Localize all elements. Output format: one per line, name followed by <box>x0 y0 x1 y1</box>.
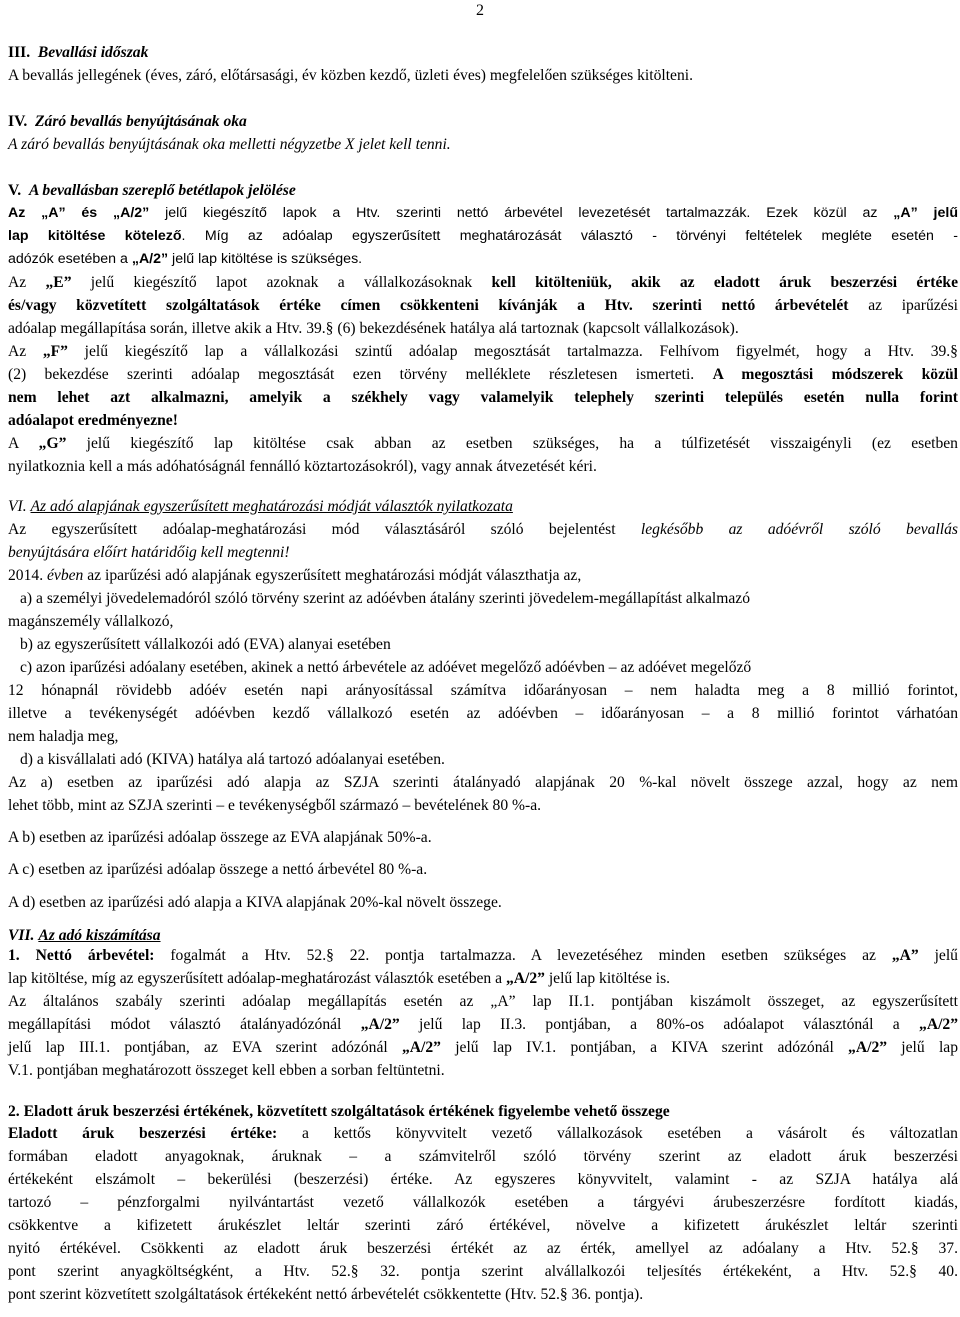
section-5-line-8: (2) bekezdése szerinti adóalap megosztását ezen törvény melléklete részletesen ismerteti. A megosztási módszerek közül <box>8 366 959 383</box>
section-5-line-10: adóalapot eredményezne! <box>8 412 178 429</box>
section-7-line-3: Az általános szabály szerinti adóalap megállapítás esetén az „A” lap II.1. pontjában kiszámolt összeget, az egyszerűsített <box>8 993 958 1010</box>
section-5-line-3: adózók esetében a „A/2” jelű lap kitöltése is szükséges. <box>8 251 363 267</box>
section-3-text: A bevallás jellegének (éves, záró, előtársasági, év közben kezdő, üzleti éves) megfelelően szükséges kitölteni. <box>8 67 693 84</box>
section-6-line-1: Az egyszerűsített adóalap-meghatározási mód választásáról szóló bejelentést legkésőbb az adóévről szóló bevallás <box>8 521 958 538</box>
option-a-line-2: magánszemély vállalkozó, <box>8 613 174 630</box>
subsection-2-line-2: formában eladott anyagoknak, áruknak – a számvitelről szóló törvény szerint az eladott áruk beszerzési <box>8 1148 958 1165</box>
section-3-heading: III. Bevallási időszak <box>8 44 149 61</box>
section-5-line-9: nem lehet azt alkalmazni, amelyik a székhely vagy valamelyik telephely szerinti település esetén nulla forint <box>8 389 958 406</box>
option-a-line-1: a) a személyi jövedelemadóról szóló törvény szerint az adóévben átalány szerinti jövedelem-megállapítást alkalmazó <box>20 590 751 607</box>
section-4-heading: IV. Záró bevallás benyújtásának oka <box>8 113 247 130</box>
section-5-line-7: Az „F” jelű kiegészítő lap a vállalkozási szintű adóalap megosztását tartalmazza. Felhívom figyelmét, hogy a Htv. 39.§ <box>8 343 958 360</box>
subsection-2-line-8: pont szerint közvetített szolgáltatások értékeként nettó árbevételét csökkentette (Htv. 52.§ 36. pontja). <box>8 1286 644 1303</box>
section-7-line-2: lap kitöltése, míg az egyszerűsített adóalap-meghatározást választók esetében a „A/2” jelű lap kitöltése is. <box>8 970 671 987</box>
section-4-text: A záró bevallás benyújtásának oka melletti négyzetbe X jelet kell tenni. <box>8 136 451 153</box>
page-number: 2 <box>476 2 484 19</box>
section-5-heading: V. A bevallásban szereplő betétlapok jelölése <box>8 182 296 199</box>
case-a-line-2: lehet több, mint az SZJA szerinti – e tevékenységből származó – bevételének 80 %-a. <box>8 797 542 814</box>
section-7-heading: VII. Az adó kiszámítása <box>8 927 161 944</box>
section-5-line-2: lap kitöltése kötelező. Míg az adóalap egyszerűsített meghatározását választó - törvényi feltételek megléte esetén - <box>8 228 958 244</box>
subsection-2-line-6: nyitó értékével. Csökkenti az eladott áruk beszerzési értékét az az érték, amellyel az adóalany a Htv. 52.§ 37. <box>8 1240 958 1257</box>
section-7-line-6: V.1. pontjában meghatározott összeget kell ebben a sorban feltüntetni. <box>8 1062 445 1079</box>
option-c-line-2: 12 hónapnál rövidebb adóév esetén napi arányosítással számítva időarányosan – nem haladta meg a 8 millió forintot, <box>8 682 958 699</box>
section-5-line-11: A „G” jelű kiegészítő lap kitöltése csak abban az esetben szükséges, ha a túlfizetését visszaigényli (ez esetben <box>8 435 958 452</box>
option-d-line-1: d) a kisvállalati adó (KIVA) hatálya alá tartozó adóalanyai esetében. <box>20 751 445 768</box>
case-a-line-1: Az a) esetben az iparűzési adó alapja az SZJA szerinti átalányadó alapjának 20 %-kal növelt összege azzal, hogy az nem <box>8 774 958 791</box>
section-5-line-5: és/vagy közvetített szolgáltatások értéke címen csökkenteni kívánják a Htv. szerinti nettó árbevételét az iparűzési <box>8 297 958 314</box>
section-6-line-3: 2014. évben az iparűzési adó alapjának egyszerűsített meghatározási módját választhatja az, <box>8 567 582 584</box>
case-c-text: A c) esetben az iparűzési adóalap összege a nettó árbevétel 80 %-a. <box>8 861 428 878</box>
option-c-line-1: c) azon iparűzési adóalany esetében, akinek a nettó árbevétele az adóévet megelőző adóévben – az adóévet megelőző <box>20 659 752 676</box>
section-5-line-12: nyilatkoznia kell a más adóhatóságnál fennálló köztartozásokról), vagy annak átvezetését kéri. <box>8 458 597 475</box>
case-b-text: A b) esetben az iparűzési adóalap összege az EVA alapjának 50%-a. <box>8 829 432 846</box>
section-7-line-5: jelű lap III.1. pontjában, az EVA szerint adózónál „A/2” jelű lap IV.1. pontjában, a KIVA szerint adózónál „A/2” jelű lap <box>8 1039 958 1056</box>
subsection-2-line-7: pont szerint anyagköltségként, a Htv. 52.§ 32. pontja szerint alvállalkozói teljesítés értékeként, a Htv. 52.§ 40. <box>8 1263 958 1280</box>
option-c-line-3: illetve a tevékenységét adóévben kezdő vállalkozó esetén az adóévben – időarányosan – a 8 millió forintot várhatóan <box>8 705 958 722</box>
subsection-2-line-1: Eladott áruk beszerzési értéke: a kettős könyvvitelt vezető vállalkozások esetében a vásárolt és változatlan <box>8 1125 958 1142</box>
subsection-2-heading: 2. Eladott áruk beszerzési értékének, közvetített szolgáltatások értékének figyelembe vehető összege <box>8 1103 670 1120</box>
subsection-2-line-3: értékeként elszámolt – bekerülési (beszerzési) értéke. Az egyszeres könyvvitelt, valamint - az SZJA hatálya alá <box>8 1171 958 1188</box>
subsection-2-line-5: csökkentve a kifizetett árukészlet leltár szerinti záró értékével, növelve a kifizetett árukészlet leltár szerinti <box>8 1217 958 1234</box>
subsection-2-line-4: tartozó – pénzforgalmi nyilvántartást vezető vállalkozók esetében a tárgyévi árubeszerzésre fordított kiadás, <box>8 1194 958 1211</box>
section-7-line-1: 1. Nettó árbevétel: fogalmát a Htv. 52.§ 22. pontja tartalmazza. A levezetéséhez minden esetben szükséges az „A” jelű <box>8 947 958 964</box>
case-d-text: A d) esetben az iparűzési adó alapja a KIVA alapjának 20%-kal növelt összege. <box>8 894 502 911</box>
section-7-line-4: megállapítási módot választó átalányadózónál „A/2” jelű lap II.3. pontjában, a 80%-os adóalapot választónál a „A/2” <box>8 1016 958 1033</box>
option-b-line-1: b) az egyszerűsített vállalkozói adó (EVA) alanyai esetében <box>20 636 391 653</box>
section-5-line-4: Az „E” jelű kiegészítő lapot azoknak a vállalkozásoknak kell kitölteniük, akik az eladott áruk beszerzési értéke <box>8 274 958 291</box>
section-6-heading: VI. Az adó alapjának egyszerűsített meghatározási módját választók nyilatkozata <box>8 498 513 515</box>
section-5-line-1: Az „A” és „A/2” jelű kiegészítő lapok a Htv. szerinti nettó árbevétel levezetését tartalmazzák. Ezek közül az „A” jelű <box>8 205 958 221</box>
option-c-line-4: nem haladja meg, <box>8 728 119 745</box>
section-5-line-6: adóalap megállapítása során, illetve akik a Htv. 39.§ (6) bekezdésének hatálya alá tartoznak (kapcsolt vállalkozások). <box>8 320 739 337</box>
section-6-line-2: benyújtására előírt határidőig kell megtenni! <box>8 544 290 561</box>
